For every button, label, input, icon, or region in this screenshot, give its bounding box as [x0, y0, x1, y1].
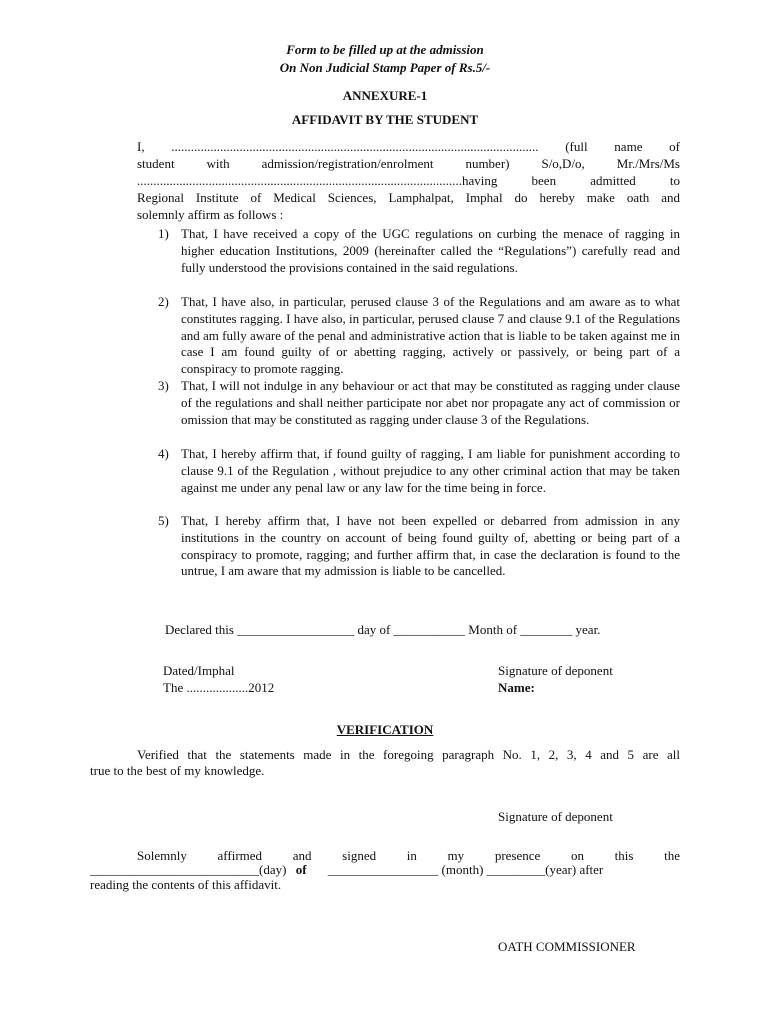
deponent-name-label: Name: — [498, 680, 535, 695]
dated-place: Dated/Imphal — [163, 663, 235, 678]
clause-number: 4) — [158, 446, 169, 461]
oath-commissioner: OATH COMMISSIONER — [498, 939, 636, 954]
affidavit-title: AFFIDAVIT BY THE STUDENT — [291, 112, 479, 127]
clause-text: That, I hereby affirm that, I have not been expelled or debarred from admission in any institutions in the country on account of being found guilty of, abetting or being part of a conspiracy to promote, ragging; and further affirm that, in case the declaration is found to the untrue, I am aware that my admission is liable to be cancelled. — [181, 513, 680, 579]
clause-text: That, I have also, in particular, perused clause 3 of the Regulations and am aware as to what constitutes ragging. I have also, in particular, perused clause 7 and clause 9.1 of the Regulations and am fully aware of the penal and administrative action that is liable to be taken against me in case I am found guilty of or abetting ragging, actively or passively, or being part of a conspiracy to promote ragging. — [181, 294, 680, 377]
intro-line-4: Regional Institute of Medical Sciences, Lamphalpat, Imphal do hereby make oath and — [137, 190, 680, 205]
clause-text: That, I hereby affirm that, if found guilty of ragging, I am liable for punishment according to clause 9.1 of the Regulation , without prejudice to any other criminal action that may be taken against me under any penal law or any law for the time being in force. — [181, 446, 680, 495]
header-line-1: Form to be filled up at the admission — [286, 42, 484, 57]
clause-number: 3) — [158, 378, 169, 393]
clause-text: That, I have received a copy of the UGC regulations on curbing the menace of ragging in higher education Institutions, 2009 (hereinafter called the “Regulations”) carefully read and fully understood the provisions contained in the said regulations. — [181, 226, 680, 275]
declared-line: Declared this __________________ day of ___________ Month of ________ year. — [165, 622, 601, 637]
dated-the: The ...................2012 — [163, 680, 275, 695]
clause-number: 2) — [158, 294, 169, 309]
solemn-line-2 — [90, 862, 680, 878]
clause-number: 5) — [158, 513, 169, 528]
annexure-title: ANNEXURE-1 — [342, 88, 428, 103]
day-blank: __________________________(day) — [90, 862, 287, 877]
verification-line-1: Verified that the statements made in the foregoing paragraph No. 1, 2, 3, 4 and 5 are all — [137, 747, 680, 762]
clause-number: 1) — [158, 226, 169, 241]
verification-title: VERIFICATION — [336, 722, 434, 737]
solemn-line-1: Solemnly affirmed and signed in my presence on this the — [137, 848, 680, 863]
intro-line-1: I, ................................................................................................................. (full name of — [137, 139, 680, 154]
header-line-2: On Non Judicial Stamp Paper of Rs.5/- — [279, 60, 491, 75]
of-word: of — [295, 862, 307, 877]
intro-line-3: ....................................................................................................having been admitted to — [137, 173, 680, 188]
clause-text: That, I will not indulge in any behaviour or act that may be constituted as ragging under clause of the regulations and shall neither participate nor abet nor propagate any act of commission or omission that may be constituted as ragging under clause 3 of the Regulations. — [181, 378, 680, 427]
month-year-blank: _________________ (month) _________(year) after — [327, 862, 604, 877]
verification-signature: Signature of deponent — [498, 809, 613, 824]
intro-line-2: student with admission/registration/enrolment number) S/o,D/o, Mr./Mrs/Ms — [137, 156, 680, 171]
verification-line-2: true to the best of my knowledge. — [90, 763, 265, 778]
solemn-line-3: reading the contents of this affidavit. — [90, 877, 282, 892]
intro-line-5: solemnly affirm as follows : — [137, 207, 284, 222]
signature-of-deponent: Signature of deponent — [498, 663, 613, 678]
